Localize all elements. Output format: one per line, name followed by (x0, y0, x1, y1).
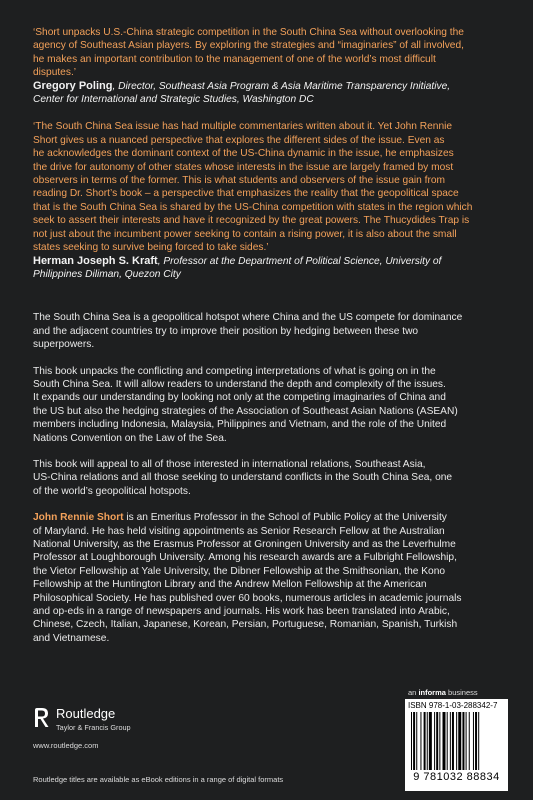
quote-line: observers in terms of the former. This is what students and observers of the issue gain from (33, 175, 446, 187)
quote-line: disputes.’ (33, 67, 77, 79)
quote-line: that is the South China Sea is shared by the US-China competition with states in the region which (33, 201, 473, 213)
review-2 (33, 120, 503, 281)
bio-line: Chinese, Czech, Italian, Japanese, Korean, Persian, Portuguese, Romanian, Spanish, Turkish (33, 619, 458, 631)
routledge-logo-icon (33, 707, 51, 729)
quote-line: reading Dr. Short’s book – a perspective that emphasizes the reality that the geopolitical space (33, 188, 459, 200)
barcode-bar (447, 712, 448, 770)
reviewer-name: Herman Joseph S. Kraft (33, 254, 158, 267)
bio-line: Professor at Loughborough University. Among his research awards are a Fulbright Fellowship, (33, 552, 457, 564)
barcode-bar (456, 712, 457, 770)
description-line: and the adjacent countries try to improve their position by hedging between these two (33, 325, 419, 337)
informa-business (408, 688, 478, 697)
quote-line: the drive for autonomy of other states whose interests in the issue are largely framed by most (33, 161, 454, 173)
barcode-bar (469, 712, 470, 770)
barcode-bar (473, 712, 474, 770)
ebook-note: Routledge titles are available as eBook editions in a range of digital formats (33, 775, 284, 784)
review-quote (33, 120, 503, 254)
back-cover-text (33, 26, 503, 645)
barcode-number: 9 781032 88834 (413, 771, 500, 783)
barcode-bar (424, 712, 426, 770)
quote-line: he acknowledges the dominant context of the US-China dynamic in the issue, he emphasizes (33, 148, 454, 160)
informa-suffix: business (445, 688, 478, 697)
publisher-website[interactable]: www.routledge.com (33, 741, 99, 750)
barcode-bar (458, 712, 461, 770)
barcode-bar (450, 712, 451, 770)
description-line: This book will appeal to all of those interested in international relations, Southeast Asia, (33, 458, 426, 470)
barcode-bar (475, 712, 477, 770)
bio-line: Fellowship at the Huntington Library and the Andrew Mellon Fellowship at the American (33, 579, 427, 591)
description-line: superpowers. (33, 339, 95, 351)
review-quote (33, 26, 503, 80)
description-line: members including Indonesia, Malaysia, Philippines and Vietnam, and the role of the United (33, 419, 447, 431)
description-line: US-China relations and all those seeking to understand conflicts in the South China Sea, one (33, 472, 453, 484)
barcode-bar (416, 712, 417, 770)
bio-line: and Vietnamese. (33, 632, 110, 644)
description-line: the US but also the hedging strategies of the Association of Southeast Asian Nations (ASEAN) (33, 405, 458, 417)
bio-line: and op-eds in a range of newspapers and journals. His work has been translated into Arabic, (33, 606, 450, 618)
quote-line: states seeking to survive being forced to take sides.’ (33, 242, 269, 254)
description-paragraph (33, 365, 503, 445)
barcode-bar (436, 712, 438, 770)
barcode-icon (411, 712, 505, 770)
quote-line: agency of Southeast Asian players. By exploring the strategies and “imaginaries” of all involved, (33, 40, 464, 52)
quote-line: not just about the incumbent power seeking to contain a rising power, it is also about the small (33, 228, 457, 240)
quote-line: ‘The South China Sea issue has had multiple commentaries written about it. Yet John Rennie (33, 121, 453, 133)
quote-line: he makes an important contribution to the management of one of the world’s most difficult (33, 53, 436, 65)
bio-line: of Maryland. He has held visiting appointments as Senior Research Fellow at the Australian (33, 525, 445, 537)
reviewer-title: Philippines Diliman, Quezon City (33, 268, 181, 280)
review-1 (33, 26, 503, 106)
author-bio (33, 511, 503, 645)
barcode-bar (439, 712, 440, 770)
quote-line: Short gives us a nuanced perspective that explores the different sides of the issue. Even as (33, 134, 445, 146)
review-attribution (33, 255, 503, 282)
reviewer-title: Center for International and Strategic Studies, Washington DC (33, 94, 314, 106)
description-line: The South China Sea is a geopolitical hotspot where China and the US compete for dominance (33, 312, 463, 324)
barcode-bar (466, 712, 467, 770)
barcode-bar (420, 712, 421, 770)
barcode-bar (462, 712, 464, 770)
barcode-bar (413, 712, 415, 770)
barcode-box (405, 699, 508, 791)
description-line: It expands our understanding by looking not only at the competing imaginaries of China and (33, 392, 446, 404)
description-line: of the world’s geopolitical hotspots. (33, 485, 191, 497)
bio-line: National University, as the Erasmus Professor at Groningen University and as the Leverhulme (33, 539, 456, 550)
description-line: South China Sea. It will allow readers to understand the depth and complexity of the issues. (33, 378, 446, 390)
review-attribution (33, 80, 503, 107)
publisher-group: Taylor & Francis Group (56, 723, 131, 732)
quote-line: seek to assert their interests and have it recognized by the great powers. The Thucydides Trap is (33, 215, 470, 227)
isbn-label: ISBN 978-1-03-288342-7 (408, 701, 498, 710)
author-name: John Rennie Short (33, 512, 124, 524)
barcode-bar (443, 712, 446, 770)
bio-line: is an Emeritus Professor in the School of Public Policy at the University (123, 512, 447, 524)
publisher-name: Routledge (56, 706, 116, 721)
barcode-bar (429, 712, 432, 770)
description-paragraph (33, 311, 503, 351)
barcode-bar (452, 712, 454, 770)
barcode-bar (427, 712, 428, 770)
barcode-bar (411, 712, 412, 770)
reviewer-name: Gregory Poling (33, 79, 113, 92)
barcode-bar (478, 712, 479, 770)
informa-word: informa (418, 688, 446, 697)
barcode-bar (434, 712, 435, 770)
reviewer-title: , Director, Southeast Asia Program & Asia Maritime Transparency Initiative, (112, 80, 451, 92)
description-line: This book unpacks the conflicting and competing interpretations of what is going on in the (33, 365, 436, 377)
description-line: Nations Convention on the Law of the Sea. (33, 432, 227, 444)
quote-line: ‘Short unpacks U.S.-China strategic competition in the South China Sea without overlooking the (33, 27, 464, 38)
description-paragraph (33, 458, 503, 498)
bio-line: the Vietor Fellowship at Yale University, the Dibner Fellowship at the Smithsonian, the Kono (33, 565, 446, 577)
reviewer-title: , Professor at the Department of Political Science, University of (157, 255, 442, 267)
bio-line: Philosophical Society. He has published over 60 books, numerous articles in academic journals (33, 592, 462, 604)
informa-prefix: an (408, 688, 419, 697)
